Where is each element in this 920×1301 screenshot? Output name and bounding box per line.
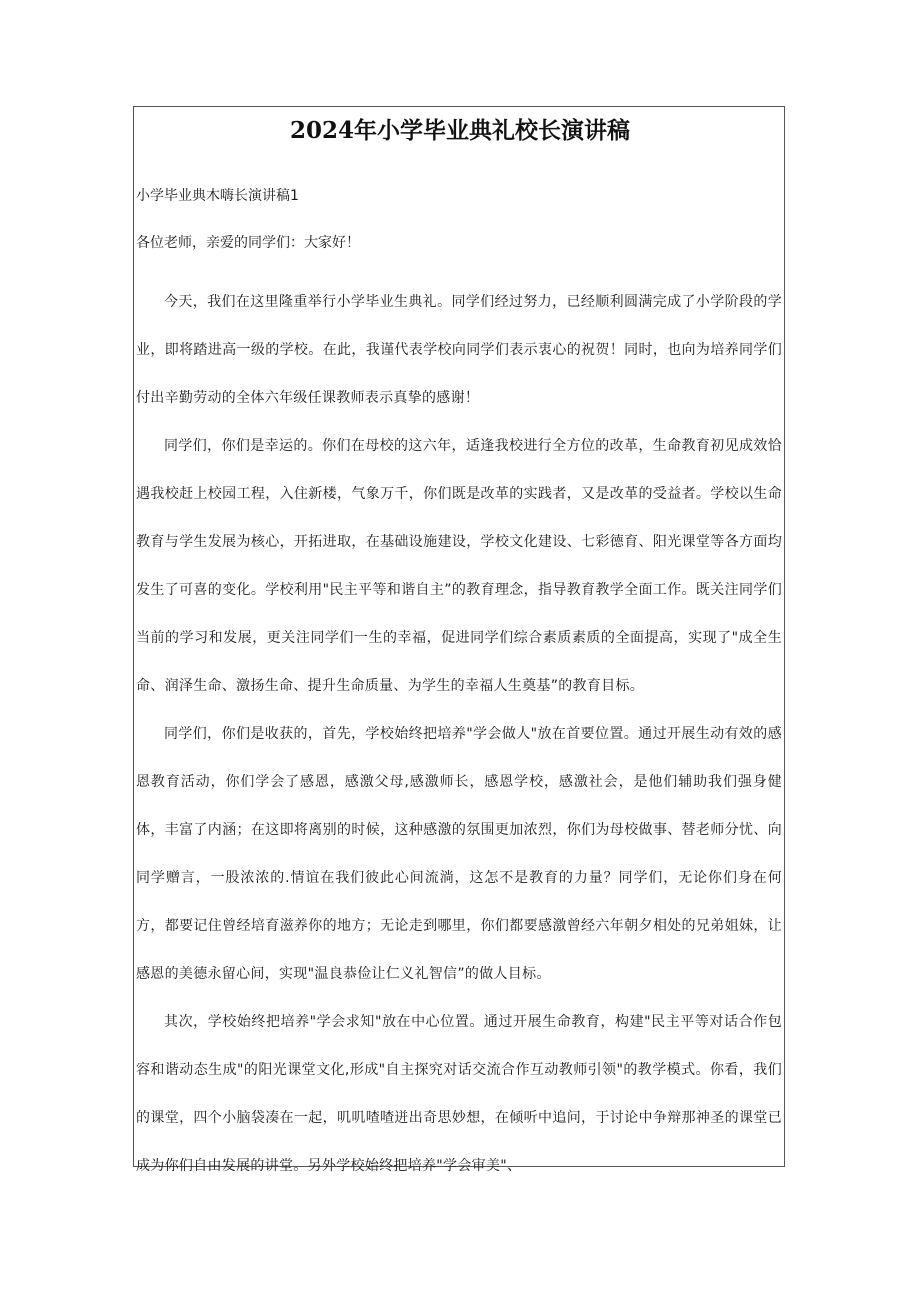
paragraph-2: 同学们，你们是幸运的。你们在母校的这六年，适逢我校进行全方位的改革，生命教育初见成效恰遇我校赶上校园工程，入住新楼，气象万千，你们既是改革的实践者，又是改革的受益者。学校以生命教育与学生发展为核心，开拓进取，在基础设施建设，学校文化建设、七彩德育、阳光课堂等各方面均发生了可喜的变化。学校利用"民主平等和谐自主”的教育理念，指导教育教学全面工作。既关注同学们当前的学习和发展，更关注同学们一生的幸福，促进同学们综合素质素质的全面提高，实现了"成全生命、润泽生命、激扬生命、提升生命质量、为学生的幸福人生奠基”的教育目标。 — [136, 438, 782, 694]
paragraph-4: 其次，学校始终把培养"学会求知"放在中心位置。通过开展生命教育，构建"民主平等对话合作包容和谐动态生成"的阳光课堂文化,形成"自主探究对话交流合作互动教师引领"的教学模式。你看，我们的课堂，四个小脑袋凑在一起，叽叽喳喳迸出奇思妙想，在倾听中追问，于讨论中争辩那神圣的课堂已成为你们自由发展的讲堂。另外学校始终把培养"学会审美"、 — [136, 1014, 782, 1174]
paragraph-3: 同学们，你们是收获的，首先，学校始终把培养"学会做人"放在首要位置。通过开展生动有效的感恩教育活动，你们学会了感恩，感激父母,感激师长，感恩学校，感激社会，是他们辅助我们强身健体，丰富了内涵；在这即将离别的时候，这种感激的氛围更加浓烈，你们为母校做事、替老师分忧、向同学赠言，一股浓浓的.情谊在我们彼此心间流淌，这怎不是教育的力量？同学们，无论你们身在何方，都要记住曾经培育滋养你的地方；无论走到哪里，你们都要感激曾经六年朝夕相处的兄弟姐妹，让感恩的美德永留心间，实现"温良恭俭让仁义礼智信”的做人目标。 — [136, 726, 782, 982]
document-title: 2024年小学毕业典礼校长演讲稿 — [289, 117, 630, 144]
body-text — [136, 278, 782, 1190]
document-subheading: 小学毕业典木嗨长演讲稿1 — [136, 188, 299, 204]
greeting-line: 各位老师，亲爱的同学们：大家好！ — [136, 235, 360, 251]
paragraph-1: 今天，我们在这里隆重举行小学毕业生典礼。同学们经过努力，已经顺利圆满完成了小学阶段的学业，即将踏进高一级的学校。在此，我谨代表学校向同学们表示衷心的祝贺！同时，也向为培养同学们付出辛勤劳动的全体六年级任课教师表示真挚的感谢！ — [136, 294, 782, 406]
